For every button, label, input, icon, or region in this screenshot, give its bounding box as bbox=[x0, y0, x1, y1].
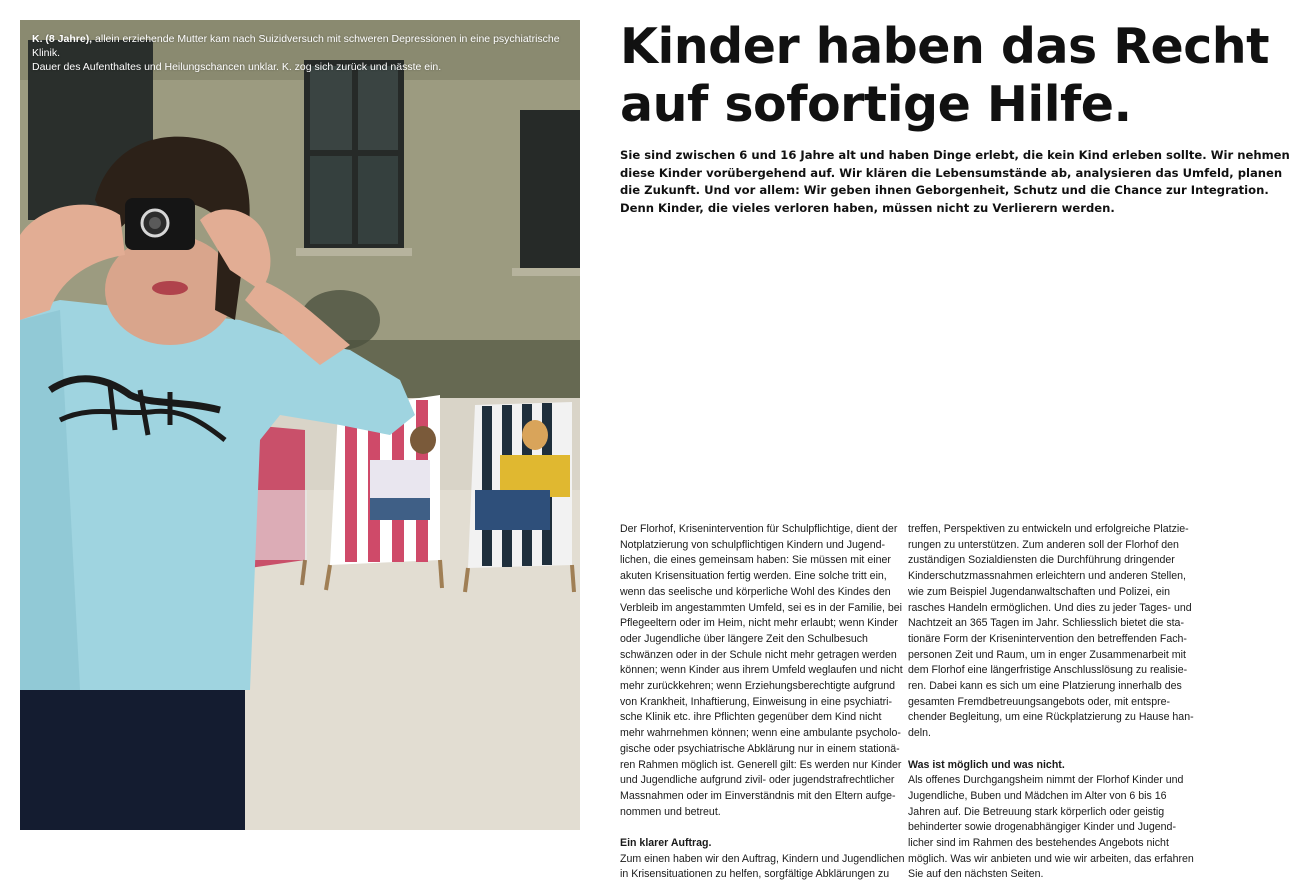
body-column-2 bbox=[908, 522, 1194, 883]
body-line: ren. Dabei kann es sich um eine Platzierung innerhalb des bbox=[908, 680, 1182, 693]
body-line: können; wenn Kinder aus ihrem Umfeld weglaufen und nicht bbox=[620, 664, 903, 677]
body-line: licher sind im Rahmen des bestehendes Angebots nicht bbox=[908, 837, 1169, 850]
section-heading-auftrag: Ein klarer Auftrag. bbox=[620, 837, 712, 850]
body-line: wenn das seelische und körperliche Wohl des Kindes den bbox=[620, 585, 891, 598]
photo-illustration bbox=[20, 20, 580, 830]
body-line: akuten Krisensituation fertig werden. Eine solche tritt ein, bbox=[620, 570, 887, 583]
body-line: schwänzen oder in der Schule nicht mehr getragen werden bbox=[620, 648, 897, 661]
intro-paragraph bbox=[620, 147, 1290, 217]
page-headline bbox=[620, 18, 1270, 134]
body-line: Verbleib im angestammten Umfeld, sei es in der Familie, bei bbox=[620, 601, 903, 614]
body-line: zuständigen Sozialdiensten die Durchführung dringender bbox=[908, 554, 1175, 567]
section-heading-moeglich: Was ist möglich und was nicht. bbox=[908, 758, 1065, 771]
body-line: möglich. Was wir anbieten und wie wir arbeiten, das erfahren bbox=[908, 852, 1194, 865]
body-line: Sie auf den nächsten Seiten. bbox=[908, 868, 1044, 881]
caption-child-name: K. (8 Jahre), bbox=[32, 33, 93, 45]
body-line: Zum einen haben wir den Auftrag, Kindern und Jugendlichen bbox=[620, 852, 905, 865]
body-line: und Jugendliche aufgrund zivil- oder jugendstrafrechtlicher bbox=[620, 774, 895, 787]
intro-line: diese Kinder vorübergehend auf. Wir klären die Lebensumstände ab, analysieren das Umfeld, planen bbox=[620, 165, 1283, 180]
body-line: von Krankheit, Inhaftierung, Einweisung in eine psychiatri- bbox=[620, 695, 893, 708]
body-line: behinderter sowie drogenabhängiger Kinder und Jugend- bbox=[908, 821, 1176, 834]
body-line: gesamten Fremdbetreuungsangebots oder, mit entspre- bbox=[908, 695, 1171, 708]
deckchair-right bbox=[465, 402, 574, 592]
paragraph-gap bbox=[620, 820, 892, 836]
body-line: Massnahmen oder im Einverständnis mit den Eltern aufge- bbox=[620, 789, 896, 802]
body-line: mehr wahrnehmen können; wenn eine ambulante psycholo- bbox=[620, 727, 901, 740]
body-line: personen Zeit und Raum, um in enger Zusammenarbeit mit bbox=[908, 648, 1186, 661]
body-line: Notplatzierung von schulpflichtigen Kindern und Jugend- bbox=[620, 538, 886, 551]
headline-line1: Kinder haben das Recht bbox=[620, 18, 1270, 75]
body-line: tionäre Form der Krisenintervention den betreffenden Fach- bbox=[908, 632, 1187, 645]
body-line: deln. bbox=[908, 727, 931, 740]
headline-line2: auf sofortige Hilfe. bbox=[620, 76, 1132, 133]
body-column-1 bbox=[620, 522, 905, 883]
photo-child-with-camera bbox=[20, 20, 580, 830]
body-line: in Krisensituationen zu helfen, sorgfältige Abklärungen zu bbox=[620, 868, 890, 881]
body-line: dem Florhof eine längerfristige Anschlusslösung zu realisie- bbox=[908, 664, 1188, 677]
body-line: oder Jugendliche über längere Zeit den Schulbesuch bbox=[620, 632, 868, 645]
body-line: chender Begleitung, um eine Rückplatzierung zu Hause han- bbox=[908, 711, 1194, 724]
body-line: wie zum Beispiel Jugendanwaltschaften und Polizei, ein bbox=[908, 585, 1171, 598]
body-line: mehr zurückkehren; wenn Erziehungsberechtigte aufgrund bbox=[620, 680, 896, 693]
body-line: gische oder psychiatrische Abklärung nur in einem stationä- bbox=[620, 742, 900, 755]
caption-line2: Dauer des Aufenthaltes und Heilungschancen unklar. K. zog sich zurück und nässte ein. bbox=[32, 61, 442, 73]
body-line: treffen, Perspektiven zu entwickeln und erfolgreiche Platzie- bbox=[908, 523, 1189, 535]
body-line: rungen zu unterstützen. Zum anderen soll der Florhof den bbox=[908, 538, 1179, 551]
window-right bbox=[520, 110, 580, 270]
body-line: ren Rahmen möglich ist. Generell gilt: Es werden nur Kinder bbox=[620, 758, 902, 771]
intro-line: Sie sind zwischen 6 und 16 Jahre alt und haben Dinge erlebt, die kein Kind erleben sollte. Wir nehmen bbox=[620, 148, 1290, 162]
body-line: Als offenes Durchgangsheim nimmt der Florhof Kinder und bbox=[908, 774, 1184, 787]
body-line: sche Klinik etc. ihre Pflichten gegenüber dem Kind nicht bbox=[620, 711, 882, 724]
body-line: Kinderschutzmassnahmen erleichtern und anderen Stellen, bbox=[908, 570, 1186, 583]
body-line: rasches Handeln ermöglichen. Und dies zu jeder Tages- und bbox=[908, 601, 1192, 614]
caption-line1: allein erziehende Mutter kam nach Suizidversuch mit schweren Depressionen in eine psychiatrische Klinik. bbox=[32, 33, 560, 59]
body-line: lichen, die eines gemeinsam haben: Sie müssen mit einer bbox=[620, 554, 891, 567]
body-line: Nachtzeit an 365 Tagen im Jahr. Schliesslich bietet die sta- bbox=[908, 617, 1184, 630]
body-line: Jahren auf. Die Betreuung stark körperlich oder geistig bbox=[908, 805, 1165, 818]
photo-caption bbox=[32, 32, 572, 74]
intro-line: Denn Kinder, die vieles verloren haben, müssen nicht zu Verlierern werden. bbox=[620, 200, 1115, 215]
paragraph-gap bbox=[908, 742, 1180, 758]
body-line: Pflegeeltern oder im Heim, nicht mehr erlaubt; wenn Kinder bbox=[620, 617, 898, 630]
body-line: nommen und betreut. bbox=[620, 805, 721, 818]
body-line: Der Florhof, Krisenintervention für Schulpflichtige, dient der bbox=[620, 523, 898, 535]
body-line: Jugendliche, Buben und Mädchen im Alter von 6 bis 16 bbox=[908, 789, 1167, 802]
intro-line: die Zukunft. Und vor allem: Wir geben ihnen Geborgenheit, Schutz und die Chance zur Integration. bbox=[620, 183, 1269, 197]
